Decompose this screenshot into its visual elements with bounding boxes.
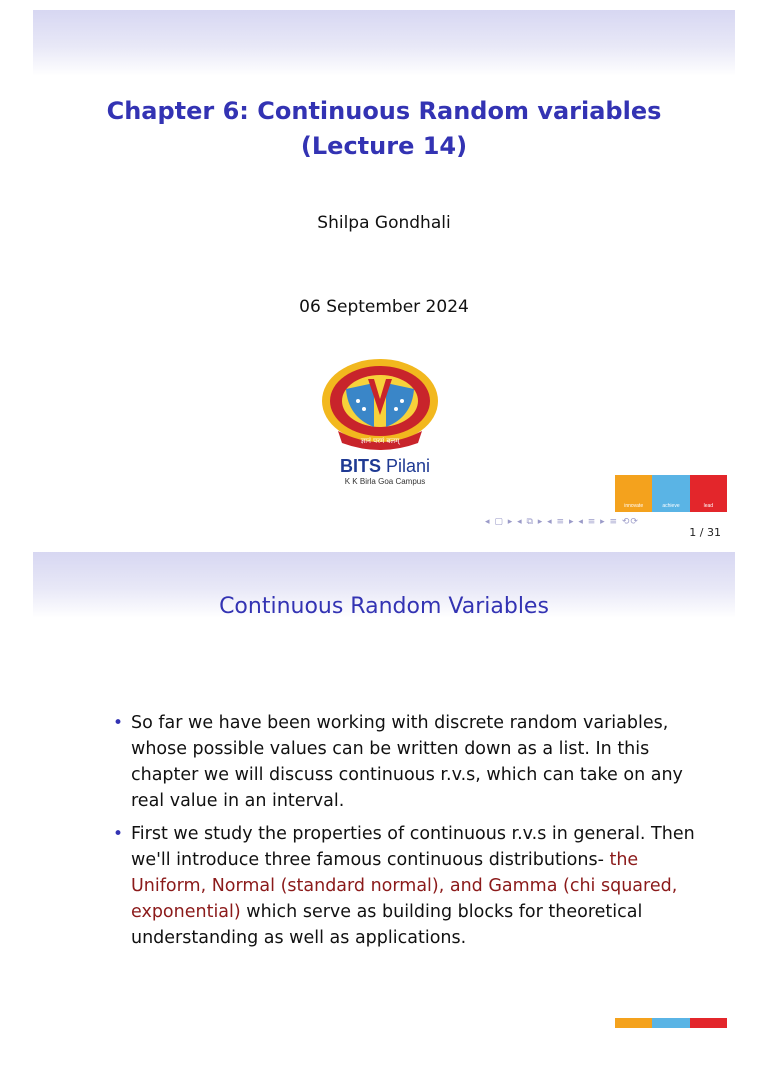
bullet-dot-icon: • [113, 713, 124, 733]
brand-word-2: achieve [662, 503, 680, 509]
bits-emblem-icon [318, 357, 443, 451]
bullet-text-1: So far we have been working with discrete random variables, whose possible values can be written down as a list. In this chapter we will discuss continuous r.v.s, which can take on any real value in an interval. [131, 713, 683, 811]
header-band [33, 10, 735, 76]
bullet-text-2-post: which serve as building blocks for theoretical understanding as well as applications. [131, 902, 643, 948]
author-name: Shilpa Gondhali [317, 213, 451, 233]
bullet-dot-icon: • [113, 824, 124, 844]
brand-strip [615, 475, 727, 512]
brand-word-3: lead [703, 503, 714, 509]
page-number: 1 / 31 [689, 526, 721, 539]
emblem-motto: ज्ञानं परमं बलम् [360, 437, 400, 445]
bullet-list [113, 710, 713, 958]
logo-pilani: Pilani [386, 456, 431, 476]
bullet-item-2 [113, 821, 713, 951]
brand-red-block [690, 475, 727, 512]
brand-orange-block [615, 1018, 652, 1028]
slide-title [33, 94, 735, 164]
content-slide [33, 552, 735, 1087]
bullet-item-1 [113, 710, 713, 814]
brand-word-1: innovate [624, 503, 644, 509]
brand-blue-block [652, 475, 689, 512]
beamer-navigation-icons[interactable]: ◂ ▢ ▸ ◂ ⧉ ▸ ◂ ≡ ▸ ◂ ≡ ▸ ≡ ⟲⟳ [485, 517, 639, 527]
lecture-date: 06 September 2024 [299, 297, 469, 317]
bits-logo-text [325, 456, 445, 476]
title-slide [33, 10, 735, 545]
title-line-2: (Lecture 14) [300, 132, 468, 160]
bullet-text-2-highlight: the Uniform, Normal (standard normal), and Gamma (chi squared, exponential) [131, 850, 678, 922]
slide-title: Continuous Random Variables [219, 594, 549, 619]
brand-strip [615, 1018, 727, 1028]
brand-orange-block [615, 475, 652, 512]
brand-blue-block [652, 1018, 689, 1028]
logo-campus: K K Birla Goa Campus [344, 477, 426, 486]
bullet-text-2-pre: First we study the properties of continuous r.v.s in general. Then we'll introduce three famous continuous distributions- [131, 824, 695, 870]
logo-bits: BITS [339, 456, 381, 476]
title-line-1: Chapter 6: Continuous Random variables [106, 97, 662, 125]
brand-red-block [690, 1018, 727, 1028]
